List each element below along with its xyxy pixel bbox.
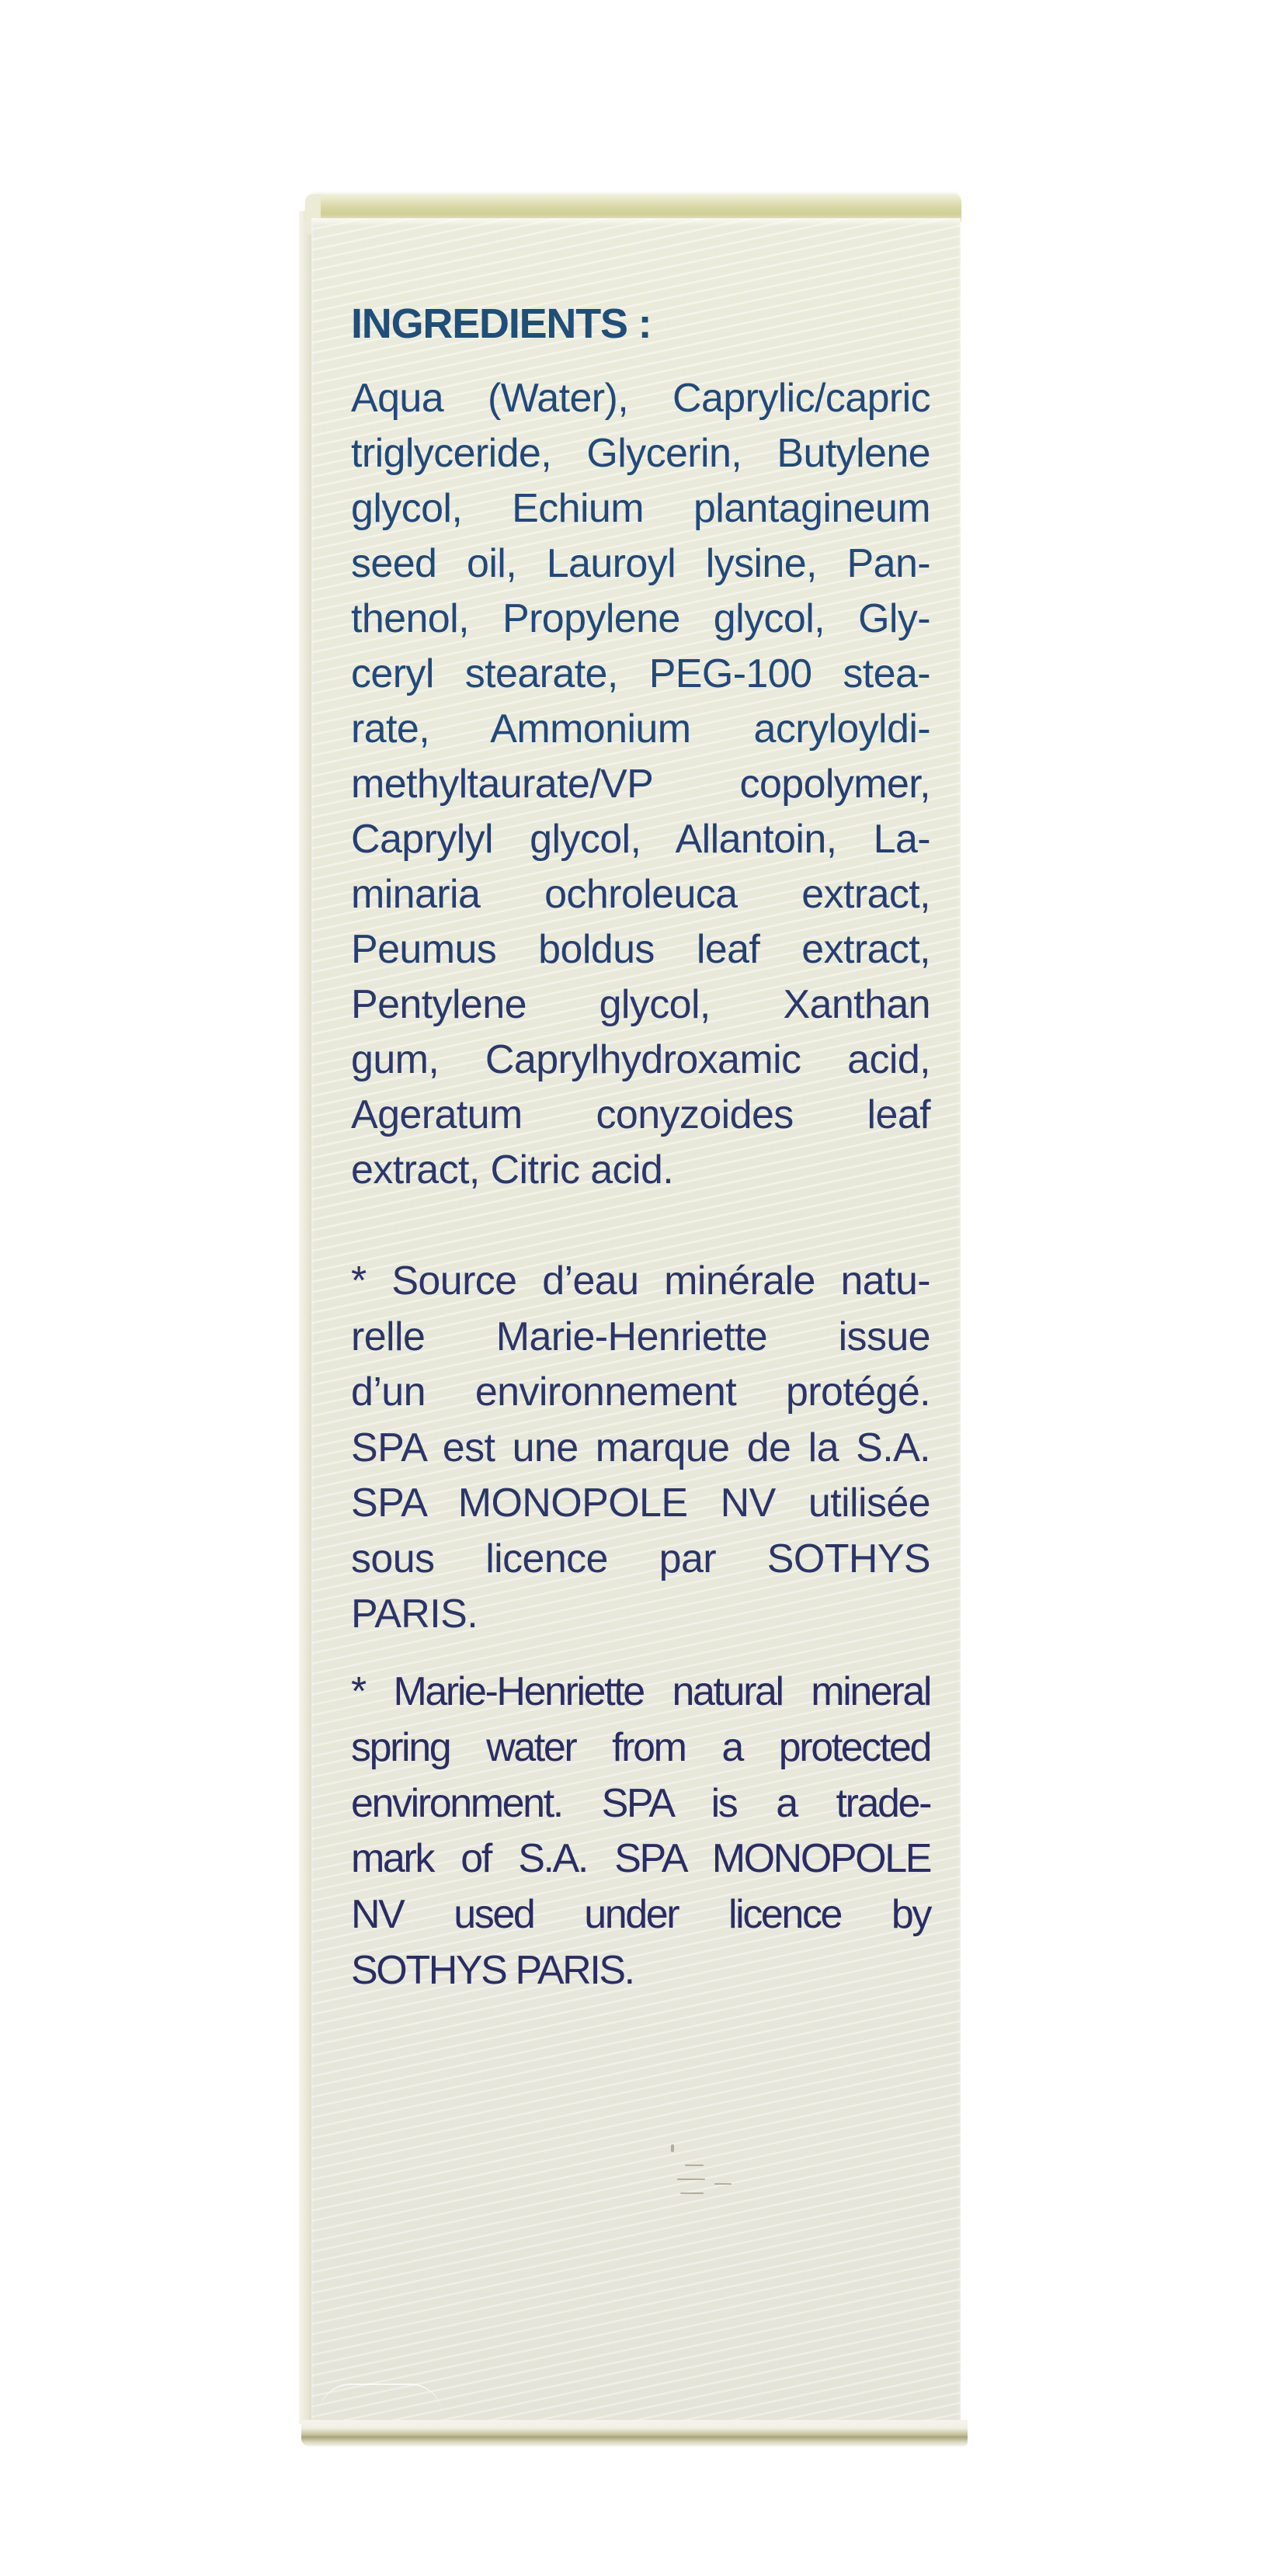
- box-side-edge: [299, 211, 312, 2424]
- ingredients-line: Peumus boldus leaf extract,: [351, 927, 930, 972]
- ingredients-line: triglyceride, Glycerin, Butylene: [351, 431, 930, 476]
- footnote-line: PARIS.: [351, 1592, 478, 1637]
- footnote-line: SOTHYS PARIS.: [351, 1947, 634, 1993]
- footnote-line: NV used under licence by: [351, 1892, 930, 1938]
- ingredients-line: glycol, Echium plantagineum: [351, 486, 930, 531]
- footnote-line: spring water from a protected: [351, 1724, 930, 1770]
- scratch-mark: [680, 2192, 704, 2194]
- ingredients-line: gum, Caprylhydroxamic acid,: [351, 1037, 930, 1082]
- footnote-line: * Marie-Henriette natural mineral: [351, 1669, 930, 1714]
- scratch-mark: [685, 2165, 704, 2166]
- footnote-line: environment. SPA is a trade-: [351, 1780, 930, 1826]
- ingredients-line: thenol, Propylene glycol, Gly-: [351, 596, 930, 641]
- footnote-line: * Source d’eau minérale natu-: [351, 1258, 930, 1304]
- footnote-line: sous licence par SOTHYS: [351, 1536, 930, 1581]
- box-bottom-edge: [301, 2420, 968, 2446]
- ingredients-line: ceryl stearate, PEG-100 stea-: [351, 651, 930, 696]
- footnote-line: SPA est une marque de la S.A.: [351, 1425, 930, 1470]
- scuff-mark: [318, 2383, 443, 2416]
- ingredients-line: minaria ochroleuca extract,: [351, 872, 930, 917]
- ingredients-line: methyltaurate/VP copolymer,: [351, 762, 930, 807]
- ingredients-line: Pentylene glycol, Xanthan: [351, 982, 930, 1027]
- scratch-mark: [677, 2178, 705, 2180]
- footnote-line: relle Marie-Henriette issue: [351, 1314, 930, 1359]
- ingredients-line: extract, Citric acid.: [351, 1147, 674, 1193]
- ingredients-list: [351, 371, 930, 1198]
- scratch-mark: [714, 2183, 732, 2185]
- scratch-marks: [668, 2143, 753, 2197]
- ingredients-heading: INGREDIENTS :: [351, 300, 652, 347]
- french-footnote: [351, 1254, 930, 1643]
- footnote-line: d’un environnement protégé.: [351, 1370, 930, 1415]
- scratch-mark: [671, 2144, 674, 2152]
- ingredients-line: seed oil, Lauroyl lysine, Pan-: [351, 541, 930, 586]
- footnote-line: mark of S.A. SPA MONOPOLE: [351, 1836, 930, 1882]
- ingredients-line: Caprylyl glycol, Allantoin, La-: [351, 817, 930, 862]
- ingredients-line: Aqua (Water), Caprylic/capric: [351, 376, 930, 421]
- ingredients-line: rate, Ammonium acryloyldi-: [351, 706, 930, 752]
- footnote-line: SPA MONOPOLE NV utilisée: [351, 1481, 930, 1526]
- ingredients-line: Ageratum conyzoides leaf: [351, 1092, 930, 1137]
- english-footnote: [351, 1665, 930, 1999]
